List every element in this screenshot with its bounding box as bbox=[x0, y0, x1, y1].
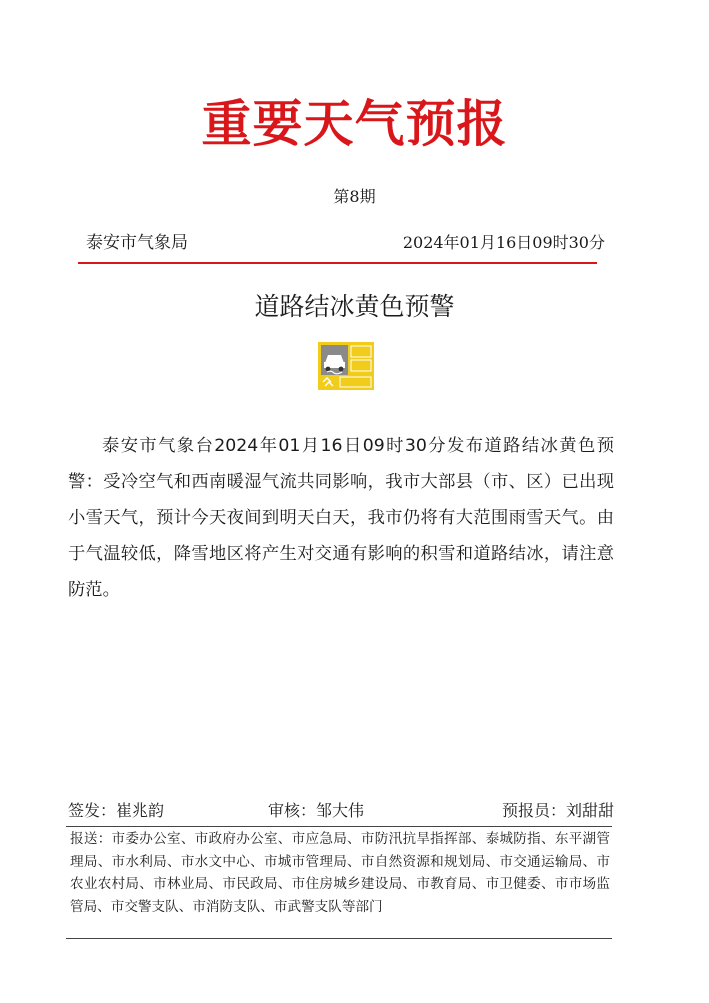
issue-datetime: 2024年01月16日09时30分 bbox=[402, 233, 605, 252]
warning-title: 道路结冰黄色预警 bbox=[254, 292, 455, 321]
header-divider bbox=[78, 262, 597, 264]
road-icing-yellow-signal-icon bbox=[318, 342, 374, 390]
distribution-list: 报送：市委办公室、市政府办公室、市应急局、市防汛抗旱指挥部、泰城防指、东平湖管理局、市水利局、市水文中心、市城市管理局、市自然资源和规划局、市交通运输局、市农业农村局、市林业局、市民政局、市住房城乡建设局、市教育局、市卫健委、市市场监管局、市交警支队、市消防支队、市武警支队等部门 bbox=[70, 831, 610, 915]
issuer-signature: 签发：崔兆韵 bbox=[68, 801, 165, 820]
warning-body: 泰安市气象台2024年01月16日09时30分发布道路结冰黄色预警：受冷空气和西南暖湿气流共同影响，我市大部县（市、区）已出现小雪天气，预计今天夜间到明天白天，我市仍将有大范围雨雪天气。由于气温较低，降雪地区将产生对交通有影响的积雪和道路结冰，请注意防范。 bbox=[68, 436, 614, 600]
forecaster-signature: 预报员：刘甜甜 bbox=[501, 801, 614, 820]
issuing-agency: 泰安市气象局 bbox=[86, 233, 188, 253]
signature-row bbox=[68, 798, 614, 824]
reviewer-signature: 审核：邹大伟 bbox=[268, 801, 365, 820]
issue-number: 第8期 bbox=[333, 187, 376, 206]
footer-divider-top bbox=[66, 826, 612, 827]
footer-divider-bottom bbox=[66, 938, 612, 939]
masthead-title: 重要天气预报 bbox=[201, 94, 508, 153]
